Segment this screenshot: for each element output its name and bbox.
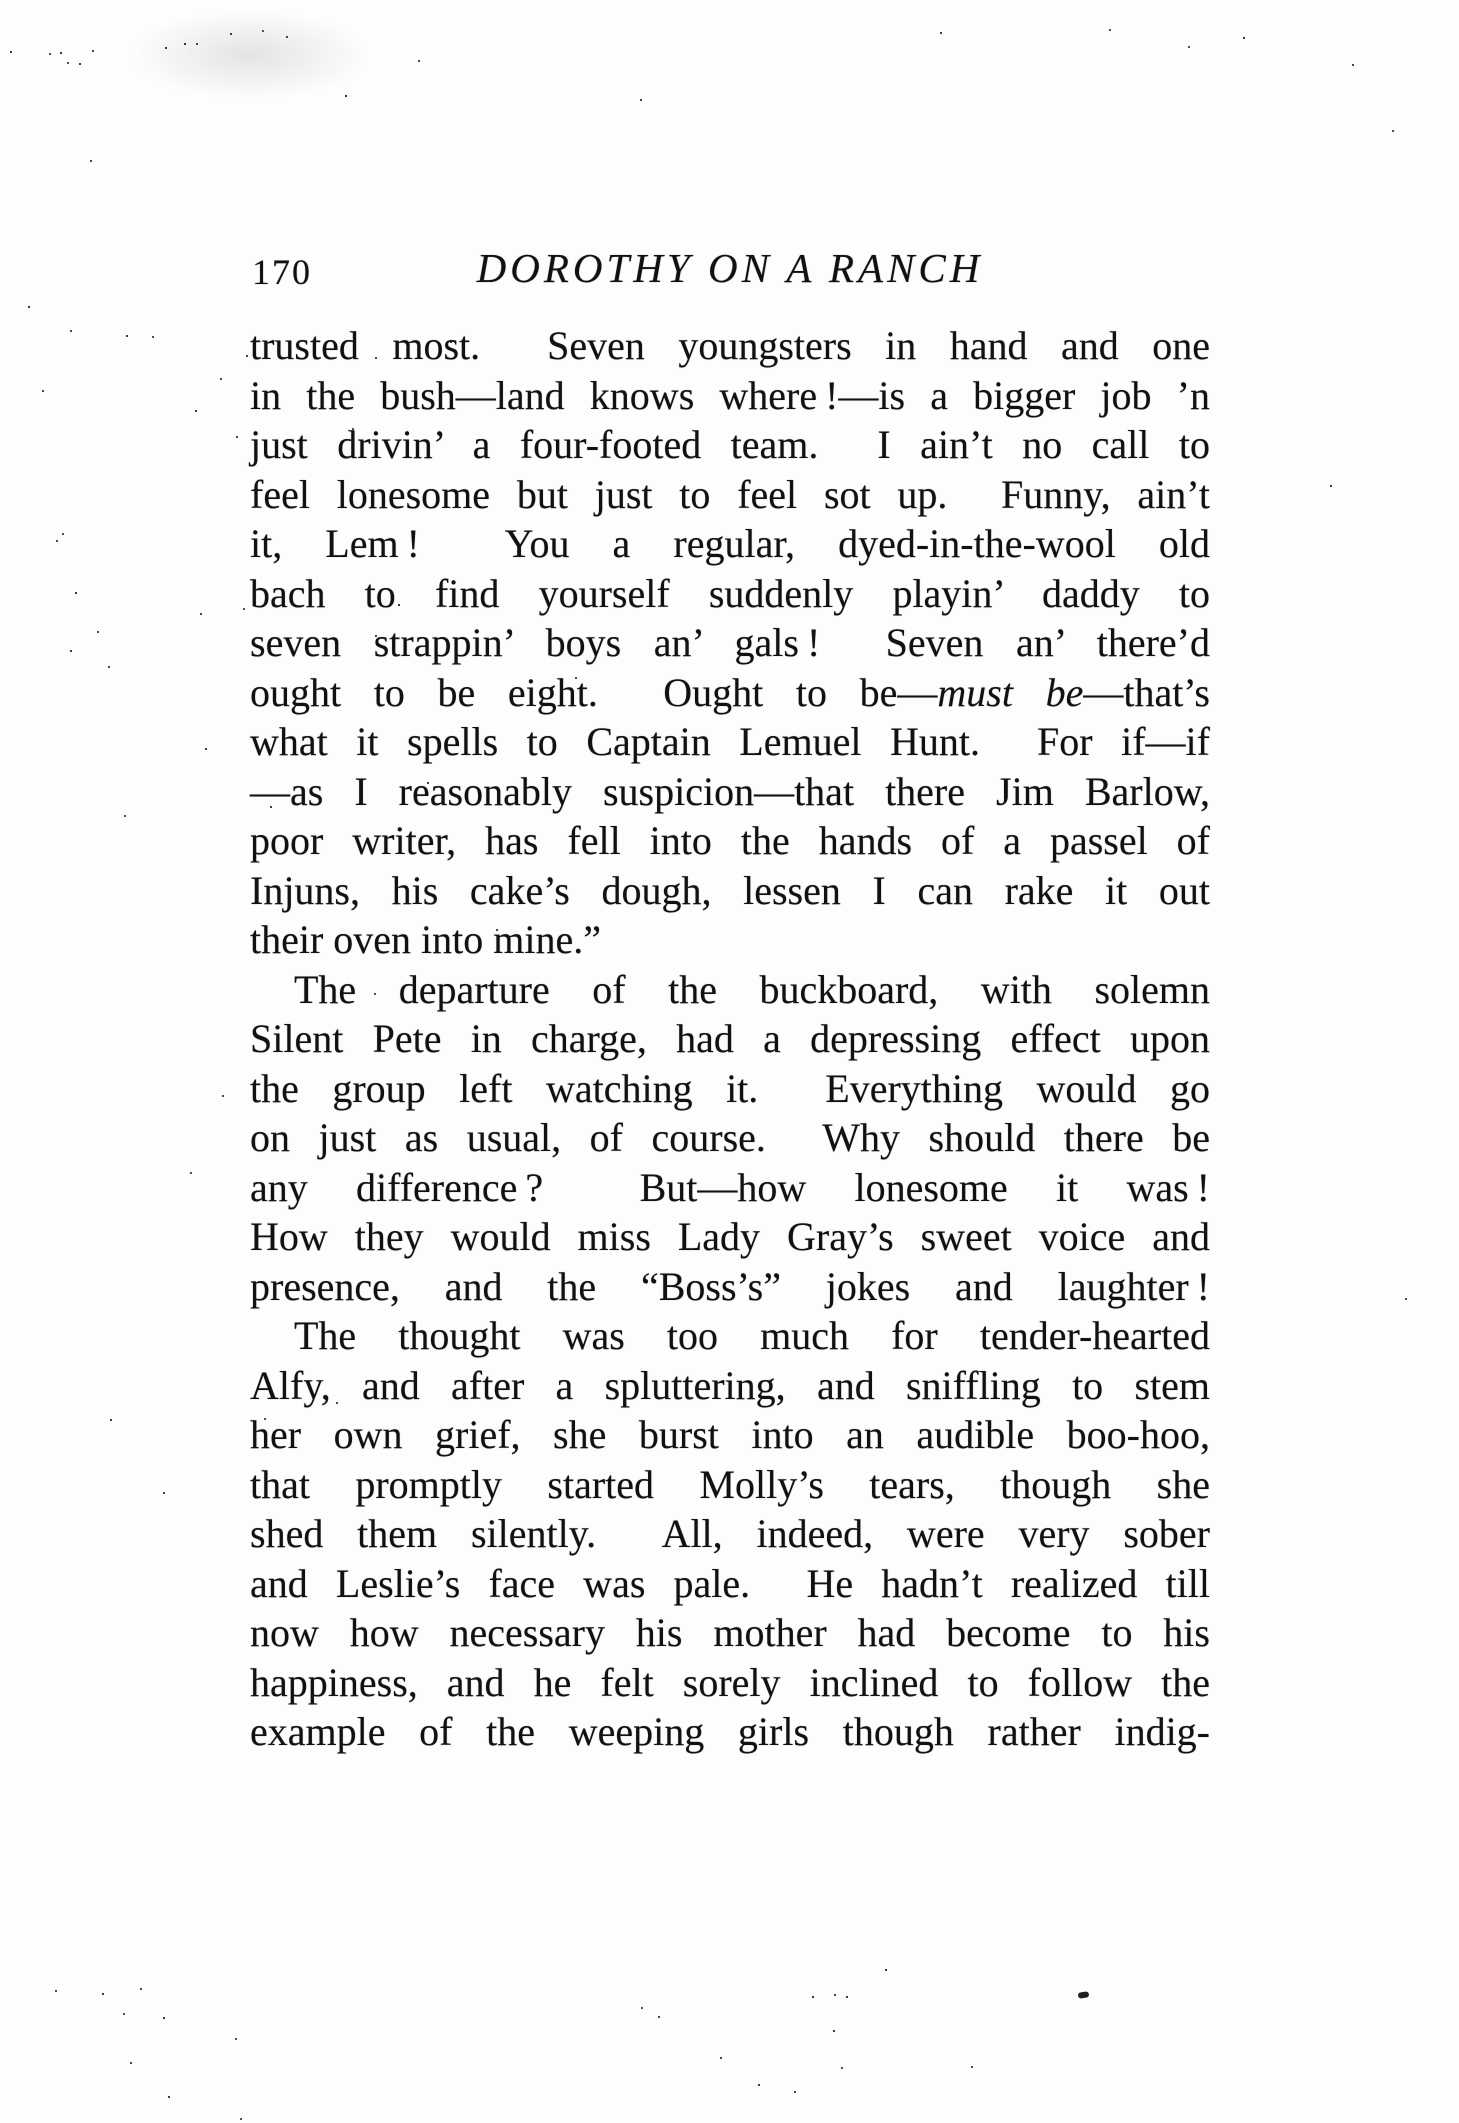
text-segment: the group left watching it. Everything would go	[250, 1065, 1210, 1111]
text-segment: seven strappin’ boys an’ gals ! Seven an’ there’d	[250, 620, 1210, 665]
text-segment: poor writer, has fell into the hands of a passel of	[250, 818, 1210, 863]
text-segment: presence, and the “Boss’s” jokes and laughter !	[250, 1263, 1210, 1309]
text-line	[250, 767, 1210, 817]
text-line	[250, 965, 1210, 1015]
body-text-block	[250, 321, 1210, 1757]
text-line	[250, 420, 1210, 470]
text-segment: their oven into mine.”	[250, 917, 602, 962]
text-segment: Silent Pete in charge, had a depressing effect upon	[250, 1016, 1210, 1061]
text-line	[250, 866, 1210, 916]
text-line	[250, 915, 1210, 965]
text-segment: feel lonesome but just to feel sot up. Funny, ain’t	[250, 471, 1210, 517]
text-line	[250, 816, 1210, 866]
page-number: 170	[252, 252, 312, 292]
text-segment: How they would miss Lady Gray’s sweet voice and	[250, 1214, 1210, 1259]
text-line	[250, 1658, 1210, 1708]
text-segment: and Leslie’s face was pale. He hadn’t realized till	[250, 1560, 1210, 1606]
text-line	[250, 1262, 1210, 1312]
text-segment: any difference ? But—how lonesome it was !	[250, 1164, 1210, 1210]
text-line	[250, 618, 1210, 668]
text-segment: that promptly started Molly’s tears, though she	[250, 1461, 1210, 1507]
ink-smudge-mark	[1078, 1991, 1090, 1998]
text-line	[250, 1410, 1210, 1460]
text-segment: —as I reasonably suspicion—that there Jim Barlow,	[250, 768, 1210, 814]
text-segment: in the bush—land knows where !—is a bigger job ’n	[250, 372, 1210, 418]
text-line	[250, 1608, 1210, 1658]
text-segment: shed them silently. All, indeed, were very sober	[250, 1511, 1210, 1556]
text-line	[250, 1163, 1210, 1213]
text-segment: on just as usual, of course. Why should there be	[250, 1115, 1210, 1160]
text-segment: just drivin’ a four-footed team. I ain’t no call to	[250, 422, 1210, 467]
text-segment-italic: must be	[937, 669, 1084, 715]
text-segment: what it spells to Captain Lemuel Hunt. For if—if	[250, 719, 1210, 764]
text-segment: trusted most. Seven youngsters in hand and one	[250, 323, 1210, 368]
scan-smudge	[130, 10, 370, 100]
running-head	[250, 244, 1210, 296]
text-line	[250, 470, 1210, 520]
text-line	[250, 1113, 1210, 1163]
text-segment: The thought was too much for tender-hearted	[294, 1313, 1210, 1358]
text-line	[250, 1707, 1210, 1757]
text-line	[250, 569, 1210, 619]
text-line	[250, 1014, 1210, 1064]
text-segment: —that’s	[1083, 669, 1210, 715]
text-segment: The departure of the buckboard, with solemn	[294, 966, 1210, 1012]
scan-noise-speckles	[0, 0, 2, 2]
text-line	[250, 1212, 1210, 1262]
text-line	[250, 371, 1210, 421]
text-segment: example of the weeping girls though rather indig-	[250, 1709, 1210, 1754]
text-line	[250, 1559, 1210, 1609]
text-line	[250, 717, 1210, 767]
text-line	[250, 1361, 1210, 1411]
text-segment: ought to be eight. Ought to be—	[250, 669, 938, 715]
text-line	[250, 1311, 1210, 1361]
text-line	[250, 668, 1210, 718]
text-segment: her own grief, she burst into an audible boo-hoo,	[250, 1412, 1210, 1457]
text-line	[250, 519, 1210, 569]
text-line	[250, 1064, 1210, 1114]
text-segment: bach to find yourself suddenly playin’ daddy to	[250, 570, 1210, 616]
text-segment: Injuns, his cake’s dough, lessen I can rake it out	[250, 867, 1210, 913]
text-segment: happiness, and he felt sorely inclined to follow the	[250, 1659, 1210, 1705]
text-line	[250, 1509, 1210, 1559]
text-segment: it, Lem ! You a regular, dyed-in-the-wool old	[250, 521, 1210, 566]
text-segment: Alfy, and after a spluttering, and sniffling to stem	[250, 1362, 1210, 1408]
text-line	[250, 1460, 1210, 1510]
text-segment: now how necessary his mother had become to his	[250, 1610, 1210, 1655]
running-title: DOROTHY ON A RANCH	[476, 245, 984, 291]
text-line	[250, 321, 1210, 371]
